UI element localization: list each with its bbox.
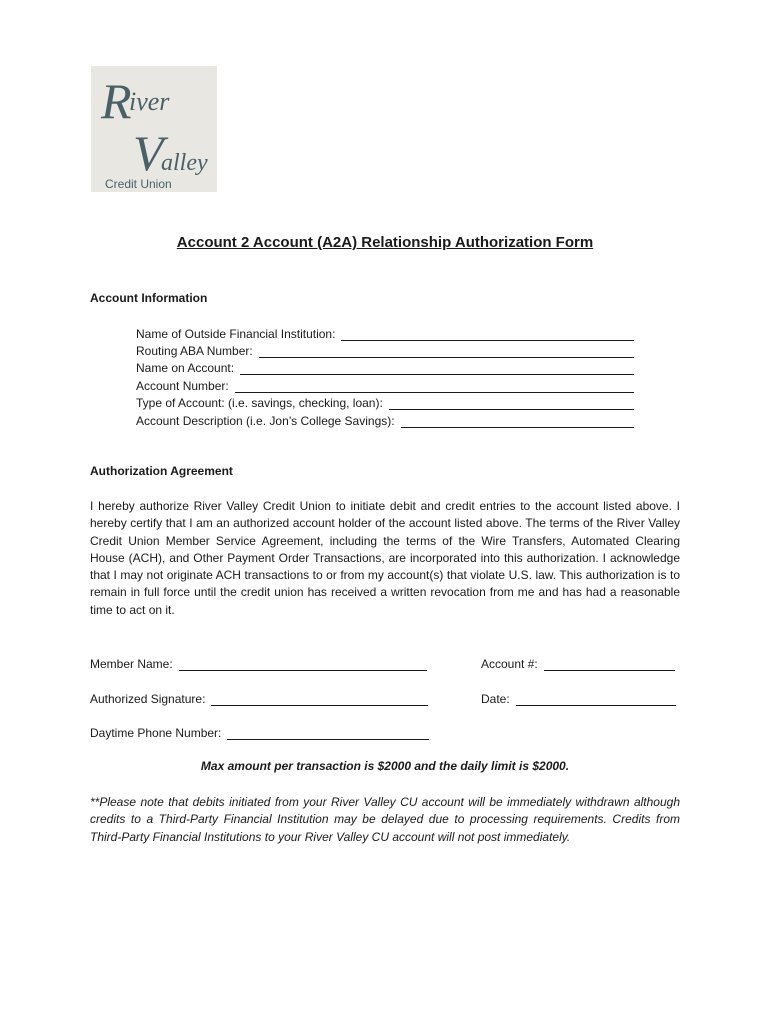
authorization-agreement-heading: Authorization Agreement <box>90 464 233 478</box>
account-type-field[interactable] <box>136 394 634 410</box>
name-on-account-input-line[interactable] <box>240 362 634 375</box>
field-label: Name of Outside Financial Institution: <box>136 327 336 341</box>
field-label: Routing ABA Number: <box>136 344 253 358</box>
logo-word-valley: alley <box>161 150 208 176</box>
authorized-signature-field[interactable] <box>90 690 428 706</box>
logo-subtitle: Credit Union <box>105 177 172 191</box>
outside-institution-input-line[interactable] <box>341 328 634 341</box>
routing-aba-field[interactable] <box>136 342 634 358</box>
account-no-field[interactable] <box>481 655 675 671</box>
field-label: Date: <box>481 692 510 706</box>
account-info-heading: Account Information <box>90 291 208 305</box>
account-no-input-line[interactable] <box>544 658 675 671</box>
daytime-phone-field[interactable] <box>90 724 429 740</box>
field-label: Account Description (i.e. Jon’s College Savings): <box>136 414 395 428</box>
account-type-input-line[interactable] <box>389 397 634 410</box>
field-label: Daytime Phone Number: <box>90 726 222 740</box>
field-label: Member Name: <box>90 657 173 671</box>
name-on-account-field[interactable] <box>136 359 634 375</box>
authorization-agreement-text: I hereby authorize River Valley Credit Union to initiate debit and credit entries to the account listed above. I hereby certify that I am an authorized account holder of the account listed above. The terms of the River Valley Credit Union Member Service Agreement, including the terms of the Wire Transfers, Automated Clearing House (ACH), and Other Payment Order Transactions, are incorporated into this authorization. I acknowledge that I may not originate ACH transactions to or from my account(s) that violate U.S. law. This authorization is to remain in full force until the credit union has received a written revocation from me and has had a reasonable time to act on it. <box>90 499 680 617</box>
field-label: Account #: <box>481 657 538 671</box>
field-label: Account Number: <box>136 379 229 393</box>
logo-word-river: iver <box>129 87 170 116</box>
routing-aba-input-line[interactable] <box>259 345 634 358</box>
member-name-input-line[interactable] <box>179 658 427 671</box>
date-input-line[interactable] <box>516 693 676 706</box>
form-title: Account 2 Account (A2A) Relationship Authorization Form <box>176 234 594 251</box>
date-field[interactable] <box>481 690 676 706</box>
transaction-limit-notice: Max amount per transaction is $2000 and the daily limit is $2000. <box>200 759 570 773</box>
member-name-field[interactable] <box>90 655 427 671</box>
processing-note: **Please note that debits initiated from your River Valley CU account will be immediately withdrawn although credits to a Third-Party Financial Institution may be delayed due to processing requirements. Credits from Third-Party Financial Institutions to your River Valley CU account will not post immediately. <box>90 795 680 844</box>
field-label: Type of Account: (i.e. savings, checking, loan): <box>136 396 383 410</box>
logo-letter-r: R <box>101 73 132 129</box>
credit-union-logo <box>91 66 217 192</box>
logo-letter-v: V <box>133 125 164 181</box>
account-description-input-line[interactable] <box>401 415 634 428</box>
authorized-signature-input-line[interactable] <box>211 693 428 706</box>
account-number-field[interactable] <box>136 377 634 393</box>
field-label: Name on Account: <box>136 361 235 375</box>
account-number-input-line[interactable] <box>235 380 634 393</box>
outside-institution-field[interactable] <box>136 325 634 341</box>
account-description-field[interactable] <box>136 412 634 428</box>
daytime-phone-input-line[interactable] <box>227 727 429 740</box>
field-label: Authorized Signature: <box>90 692 206 706</box>
